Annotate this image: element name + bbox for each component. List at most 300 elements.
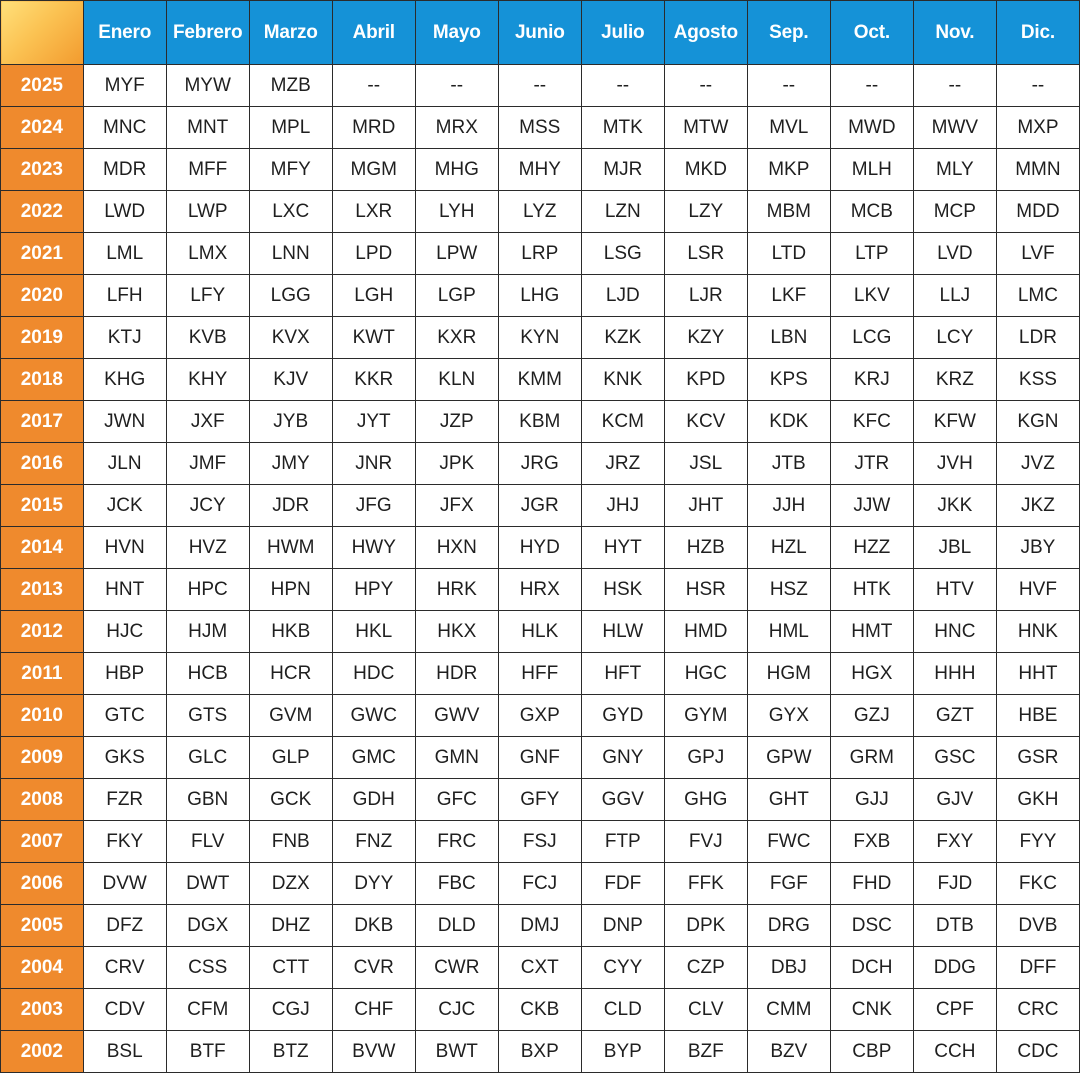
code-cell: HJC [83,611,166,653]
code-cell: JFG [332,485,415,527]
code-cell: HWM [249,527,332,569]
code-cell: KFW [913,401,996,443]
code-cell: CTT [249,947,332,989]
month-header: Oct. [830,1,913,65]
code-cell: -- [747,65,830,107]
code-cell: GFY [498,779,581,821]
code-cell: BXP [498,1031,581,1073]
code-cell: LGG [249,275,332,317]
code-cell: GSR [996,737,1079,779]
code-cell: HDC [332,653,415,695]
code-cell: LZN [581,191,664,233]
code-cell: KSS [996,359,1079,401]
code-cell: HNT [83,569,166,611]
code-cell: LTD [747,233,830,275]
code-cell: JKZ [996,485,1079,527]
code-cell: KPS [747,359,830,401]
code-cell: MRD [332,107,415,149]
month-header: Julio [581,1,664,65]
code-cell: CDV [83,989,166,1031]
code-cell: JCK [83,485,166,527]
code-cell: FRC [415,821,498,863]
code-cell: DFF [996,947,1079,989]
code-cell: MRX [415,107,498,149]
code-cell: HPY [332,569,415,611]
code-cell: LWP [166,191,249,233]
table-row [1,401,1080,443]
code-cell: LPW [415,233,498,275]
code-cell: JCY [166,485,249,527]
code-cell: KZY [664,317,747,359]
code-cell: GFC [415,779,498,821]
code-cell: KZK [581,317,664,359]
code-cell: HDR [415,653,498,695]
code-cell: GWC [332,695,415,737]
year-cell: 2002 [1,1031,84,1073]
table-row [1,1031,1080,1073]
code-cell: CRC [996,989,1079,1031]
code-cell: GWV [415,695,498,737]
code-cell: GNF [498,737,581,779]
code-cell: KLN [415,359,498,401]
code-cell: HYT [581,527,664,569]
code-cell: JYT [332,401,415,443]
code-cell: DVB [996,905,1079,947]
code-cell: LGP [415,275,498,317]
code-cell: BZF [664,1031,747,1073]
code-cell: DBJ [747,947,830,989]
code-cell: MTW [664,107,747,149]
code-cell: GYX [747,695,830,737]
code-cell: HFF [498,653,581,695]
code-cell: JZP [415,401,498,443]
code-cell: FZR [83,779,166,821]
year-cell: 2017 [1,401,84,443]
code-cell: CXT [498,947,581,989]
code-cell: KBM [498,401,581,443]
code-cell: MPL [249,107,332,149]
code-cell: JHJ [581,485,664,527]
code-cell: FDF [581,863,664,905]
code-cell: JFX [415,485,498,527]
code-cell: KYN [498,317,581,359]
table-row [1,905,1080,947]
code-cell: FKY [83,821,166,863]
table-row [1,611,1080,653]
code-cell: CJC [415,989,498,1031]
code-cell: JPK [415,443,498,485]
code-cell: BWT [415,1031,498,1073]
code-cell: HCR [249,653,332,695]
code-cell: MYF [83,65,166,107]
code-cell: MCB [830,191,913,233]
code-cell: GTS [166,695,249,737]
table-row [1,653,1080,695]
code-cell: JBY [996,527,1079,569]
code-cell: HHT [996,653,1079,695]
code-cell: KHG [83,359,166,401]
code-cell: GXP [498,695,581,737]
code-cell: LCY [913,317,996,359]
code-cell: HVN [83,527,166,569]
code-cell: KRZ [913,359,996,401]
code-cell: LPD [332,233,415,275]
code-cell: GTC [83,695,166,737]
code-cell: LJD [581,275,664,317]
code-cell: JWN [83,401,166,443]
code-cell: LVD [913,233,996,275]
code-cell: CLV [664,989,747,1031]
code-cell: FHD [830,863,913,905]
code-cell: DLD [415,905,498,947]
code-cell: CCH [913,1031,996,1073]
code-cell: GRM [830,737,913,779]
code-cell: HVF [996,569,1079,611]
code-cell: LBN [747,317,830,359]
code-cell: DNP [581,905,664,947]
year-cell: 2012 [1,611,84,653]
code-cell: -- [830,65,913,107]
code-cell: HPN [249,569,332,611]
code-cell: GYM [664,695,747,737]
year-cell: 2004 [1,947,84,989]
code-cell: BZV [747,1031,830,1073]
code-cell: CDC [996,1031,1079,1073]
year-cell: 2006 [1,863,84,905]
code-cell: CBP [830,1031,913,1073]
code-cell: JGR [498,485,581,527]
month-header: Dic. [996,1,1079,65]
code-cell: BTF [166,1031,249,1073]
year-cell: 2025 [1,65,84,107]
code-cell: HGX [830,653,913,695]
code-cell: DFZ [83,905,166,947]
month-header: Marzo [249,1,332,65]
code-cell: DTB [913,905,996,947]
code-cell: JRG [498,443,581,485]
code-cell: MWD [830,107,913,149]
code-cell: GPW [747,737,830,779]
year-cell: 2007 [1,821,84,863]
code-cell: FVJ [664,821,747,863]
code-cell: JNR [332,443,415,485]
code-cell: KGN [996,401,1079,443]
code-cell: MHG [415,149,498,191]
code-cell: GBN [166,779,249,821]
code-cell: FXY [913,821,996,863]
month-header: Febrero [166,1,249,65]
code-cell: FJD [913,863,996,905]
code-cell: FTP [581,821,664,863]
month-header: Agosto [664,1,747,65]
code-cell: HMT [830,611,913,653]
year-cell: 2015 [1,485,84,527]
code-cell: -- [581,65,664,107]
code-cell: LHG [498,275,581,317]
code-cell: DKB [332,905,415,947]
code-cell: DZX [249,863,332,905]
code-cell: JVZ [996,443,1079,485]
month-header: Junio [498,1,581,65]
code-cell: HRX [498,569,581,611]
code-cell: MXP [996,107,1079,149]
table-row [1,947,1080,989]
table-row [1,569,1080,611]
code-cell: GZT [913,695,996,737]
code-cell: LML [83,233,166,275]
code-cell: LFY [166,275,249,317]
year-cell: 2023 [1,149,84,191]
year-cell: 2020 [1,275,84,317]
table-row [1,527,1080,569]
code-cell: LGH [332,275,415,317]
code-cell: MFF [166,149,249,191]
code-cell: HLK [498,611,581,653]
code-cell: LLJ [913,275,996,317]
code-cell: DVW [83,863,166,905]
corner-cell [1,1,84,65]
code-cell: GLC [166,737,249,779]
code-cell: MZB [249,65,332,107]
code-cell: KXR [415,317,498,359]
code-cell: KDK [747,401,830,443]
year-cell: 2010 [1,695,84,737]
code-cell: FXB [830,821,913,863]
code-cell: JBL [913,527,996,569]
code-cell: LTP [830,233,913,275]
year-cell: 2018 [1,359,84,401]
year-cell: 2016 [1,443,84,485]
code-cell: MDD [996,191,1079,233]
code-cell: HPC [166,569,249,611]
code-cell: LSG [581,233,664,275]
code-cell: -- [332,65,415,107]
code-cell: CFM [166,989,249,1031]
code-cell: MVL [747,107,830,149]
code-cell: GCK [249,779,332,821]
code-cell: DPK [664,905,747,947]
code-cell: BYP [581,1031,664,1073]
code-cell: JHT [664,485,747,527]
table-row [1,737,1080,779]
code-cell: -- [664,65,747,107]
code-cell: HTK [830,569,913,611]
code-cell: GMN [415,737,498,779]
code-cell: HNC [913,611,996,653]
year-cell: 2024 [1,107,84,149]
code-cell: DWT [166,863,249,905]
code-cell: LZY [664,191,747,233]
code-cell: GLP [249,737,332,779]
code-cell: MNC [83,107,166,149]
month-header: Mayo [415,1,498,65]
code-cell: HSZ [747,569,830,611]
code-cell: GZJ [830,695,913,737]
code-cell: LXC [249,191,332,233]
code-cell: CNK [830,989,913,1031]
table-row [1,989,1080,1031]
code-cell: HSR [664,569,747,611]
code-cell: KNK [581,359,664,401]
code-cell: MFY [249,149,332,191]
code-cell: CRV [83,947,166,989]
code-cell: JLN [83,443,166,485]
code-cell: HNK [996,611,1079,653]
code-cell: KPD [664,359,747,401]
code-cell: FWC [747,821,830,863]
code-cell: GKS [83,737,166,779]
code-cell: JMF [166,443,249,485]
code-cell: LNN [249,233,332,275]
code-cell: KTJ [83,317,166,359]
code-cell: BTZ [249,1031,332,1073]
code-cell: LYZ [498,191,581,233]
code-cell: CZP [664,947,747,989]
code-cell: JYB [249,401,332,443]
table-row [1,233,1080,275]
table-row [1,443,1080,485]
code-cell: KVX [249,317,332,359]
code-cell: JKK [913,485,996,527]
month-header: Nov. [913,1,996,65]
table-row [1,65,1080,107]
code-cell: KWT [332,317,415,359]
code-cell: CHF [332,989,415,1031]
code-cell: GJJ [830,779,913,821]
code-cell: GNY [581,737,664,779]
code-cell: HZL [747,527,830,569]
code-cell: LMC [996,275,1079,317]
code-cell: HLW [581,611,664,653]
code-cell: MMN [996,149,1079,191]
code-cell: HGC [664,653,747,695]
code-cell: HML [747,611,830,653]
code-cell: JXF [166,401,249,443]
code-cell: HBE [996,695,1079,737]
code-cell: HFT [581,653,664,695]
code-cell: LKV [830,275,913,317]
code-cell: JTR [830,443,913,485]
year-cell: 2005 [1,905,84,947]
code-cell: -- [996,65,1079,107]
code-cell: LWD [83,191,166,233]
code-cell: LCG [830,317,913,359]
code-cell: HKX [415,611,498,653]
code-cell: MTK [581,107,664,149]
code-cell: MKD [664,149,747,191]
code-cell: HJM [166,611,249,653]
table-body [1,65,1080,1073]
code-cell: FCJ [498,863,581,905]
code-cell: MHY [498,149,581,191]
header-row [1,1,1080,65]
code-cell: GJV [913,779,996,821]
code-cell: HVZ [166,527,249,569]
code-cell: JRZ [581,443,664,485]
code-cell: GDH [332,779,415,821]
code-cell: HGM [747,653,830,695]
code-cell: HSK [581,569,664,611]
code-cell: MGM [332,149,415,191]
year-cell: 2009 [1,737,84,779]
code-cell: CPF [913,989,996,1031]
code-cell: FLV [166,821,249,863]
table-row [1,821,1080,863]
code-cell: FGF [747,863,830,905]
code-cell: KKR [332,359,415,401]
code-cell: MWV [913,107,996,149]
code-cell: DSC [830,905,913,947]
code-cell: GKH [996,779,1079,821]
code-cell: HBP [83,653,166,695]
code-cell: MDR [83,149,166,191]
code-cell: KJV [249,359,332,401]
code-cell: DDG [913,947,996,989]
code-cell: KMM [498,359,581,401]
code-cell: HZZ [830,527,913,569]
year-cell: 2022 [1,191,84,233]
code-cell: CVR [332,947,415,989]
table-row [1,695,1080,737]
code-cell: FKC [996,863,1079,905]
code-cell: CGJ [249,989,332,1031]
year-cell: 2003 [1,989,84,1031]
code-cell: GPJ [664,737,747,779]
code-cell: DCH [830,947,913,989]
code-cell: LRP [498,233,581,275]
code-cell: CMM [747,989,830,1031]
year-cell: 2013 [1,569,84,611]
code-cell: LXR [332,191,415,233]
code-cell: CKB [498,989,581,1031]
code-cell: GVM [249,695,332,737]
code-cell: JVH [913,443,996,485]
code-cell: MYW [166,65,249,107]
code-cell: MCP [913,191,996,233]
code-cell: HCB [166,653,249,695]
code-cell: LDR [996,317,1079,359]
year-cell: 2014 [1,527,84,569]
code-cell: KRJ [830,359,913,401]
code-cell: JDR [249,485,332,527]
code-cell: LVF [996,233,1079,275]
code-cell: JJW [830,485,913,527]
code-cell: HRK [415,569,498,611]
code-cell: MLY [913,149,996,191]
code-cell: FFK [664,863,747,905]
table-row [1,779,1080,821]
code-cell: GGV [581,779,664,821]
code-cell: KFC [830,401,913,443]
year-cell: 2021 [1,233,84,275]
code-cell: -- [415,65,498,107]
code-cell: HHH [913,653,996,695]
code-cell: HTV [913,569,996,611]
month-header: Sep. [747,1,830,65]
code-cell: DYY [332,863,415,905]
code-cell: KCM [581,401,664,443]
code-cell: LMX [166,233,249,275]
table-row [1,275,1080,317]
table-row [1,359,1080,401]
code-cell: GHT [747,779,830,821]
code-cell: CLD [581,989,664,1031]
code-cell: GMC [332,737,415,779]
code-cell: MSS [498,107,581,149]
code-cell: FYY [996,821,1079,863]
code-cell: MNT [166,107,249,149]
code-cell: HKL [332,611,415,653]
